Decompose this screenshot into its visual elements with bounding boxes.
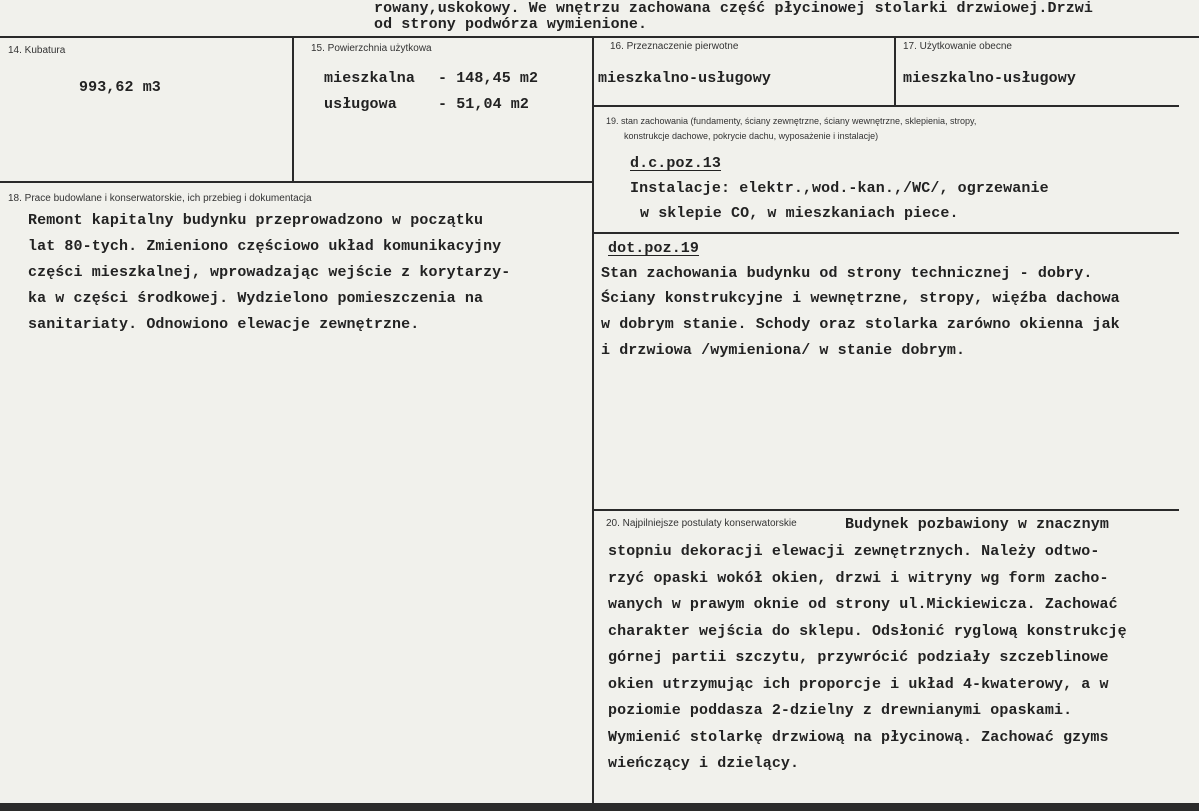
field19-reference-2: dot.poz.19	[608, 240, 700, 257]
field15-row-name: mieszkalna	[324, 70, 416, 87]
field20-label: 20. Najpilniejsze postulaty konserwatorskie	[606, 518, 797, 529]
top-continuation-line-2: od strony podwórza wymienione.	[374, 16, 648, 33]
top-border	[0, 36, 1199, 38]
field16-label: 16. Przeznaczenie pierwotne	[610, 41, 739, 52]
field17-label: 17. Użytkowanie obecne	[903, 41, 1012, 52]
field16-value: mieszkalno-usługowy	[598, 70, 771, 87]
field19-label-line-2: konstrukcje dachowe, pokrycie dachu, wyposażenie i instalacje)	[624, 131, 879, 141]
field20-text-line: poziomie poddasza 2-dzielny z drewnianymi opaskami.	[608, 702, 1073, 719]
field17-value: mieszkalno-usługowy	[903, 70, 1076, 87]
field19-installations-line-1: Instalacje: elektr.,wod.-kan.,/WC/, ogrzewanie	[630, 180, 1049, 197]
field15-label: 15. Powierzchnia użytkowa	[311, 43, 432, 54]
field14-label: 14. Kubatura	[8, 45, 66, 56]
field20-text-line: Wymienić stolarkę drzwiową na płycinową. Zachować gzyms	[608, 729, 1109, 746]
field19-installations-line-2: w sklepie CO, w mieszkaniach piece.	[640, 205, 959, 222]
field19-text-line: i drzwiowa /wymieniona/ w stanie dobrym.	[601, 342, 966, 359]
field20-text-line: okien utrzymując ich proporcje i układ 4-kwaterowy, a w	[608, 676, 1109, 693]
field15-row-name: usługowa	[324, 96, 397, 113]
divider-16-17-bottom	[593, 105, 1179, 107]
top-continuation-line-1: rowany,uskokowy. We wnętrzu zachowana część płycinowej stolarki drzwiowej.Drzwi	[374, 0, 1094, 17]
center-divider	[592, 36, 594, 803]
field20-text-line: charakter wejścia do sklepu. Odsłonić ryglową konstrukcję	[608, 623, 1127, 640]
field19-text-line: w dobrym stanie. Schody oraz stolarka zarówno okienna jak	[601, 316, 1120, 333]
field15-row-value: - 148,45 m2	[438, 70, 539, 87]
field15-row-value: - 51,04 m2	[438, 96, 530, 113]
divider-14-15	[292, 36, 294, 182]
field19-label-line-1: 19. stan zachowania (fundamenty, ściany zewnętrzne, ściany wewnętrzne, sklepienia, stropy,	[606, 116, 977, 126]
field20-first-line: Budynek pozbawiony w znacznym	[845, 516, 1109, 533]
field18-text-line: Remont kapitalny budynku przeprowadzono w początku	[28, 212, 484, 229]
field19-text-line: Ściany konstrukcyjne i wewnętrzne, stropy, więźba dachowa	[601, 290, 1120, 307]
field20-text-line: rzyć opaski wokół okien, drzwi i witryny wg form zacho-	[608, 570, 1109, 587]
field18-text-line: lat 80-tych. Zmieniono częściowo układ komunikacyjny	[28, 238, 502, 255]
field19-text-line: Stan zachowania budynku od strony technicznej - dobry.	[601, 265, 1093, 282]
divider-16-17	[894, 36, 896, 106]
scan-bottom-edge	[0, 803, 1199, 811]
field20-text-line: górnej partii szczytu, przywrócić podziały szczeblinowe	[608, 649, 1109, 666]
field20-text-line: stopniu dekoracji elewacji zewnętrznych. Należy odtwo-	[608, 543, 1100, 560]
divider-19-20	[593, 509, 1179, 511]
field20-text-line: wanych w prawym oknie od strony ul.Mickiewicza. Zachować	[608, 596, 1118, 613]
field18-text-line: ka w części środkowej. Wydzielono pomieszczenia na	[28, 290, 484, 307]
field14-value: 993,62 m3	[79, 79, 161, 96]
divider-19-sections	[593, 232, 1179, 234]
divider-top-left-bottom	[0, 181, 593, 183]
field18-label: 18. Prace budowlane i konserwatorskie, ich przebieg i dokumentacja	[8, 193, 312, 204]
field18-text-line: sanitariaty. Odnowiono elewacje zewnętrzne.	[28, 316, 420, 333]
field20-text-line: wieńczący i dzielący.	[608, 755, 800, 772]
field19-reference-1: d.c.poz.13	[630, 155, 722, 172]
field18-text-line: części mieszkalnej, wprowadzając wejście z korytarzy-	[28, 264, 511, 281]
